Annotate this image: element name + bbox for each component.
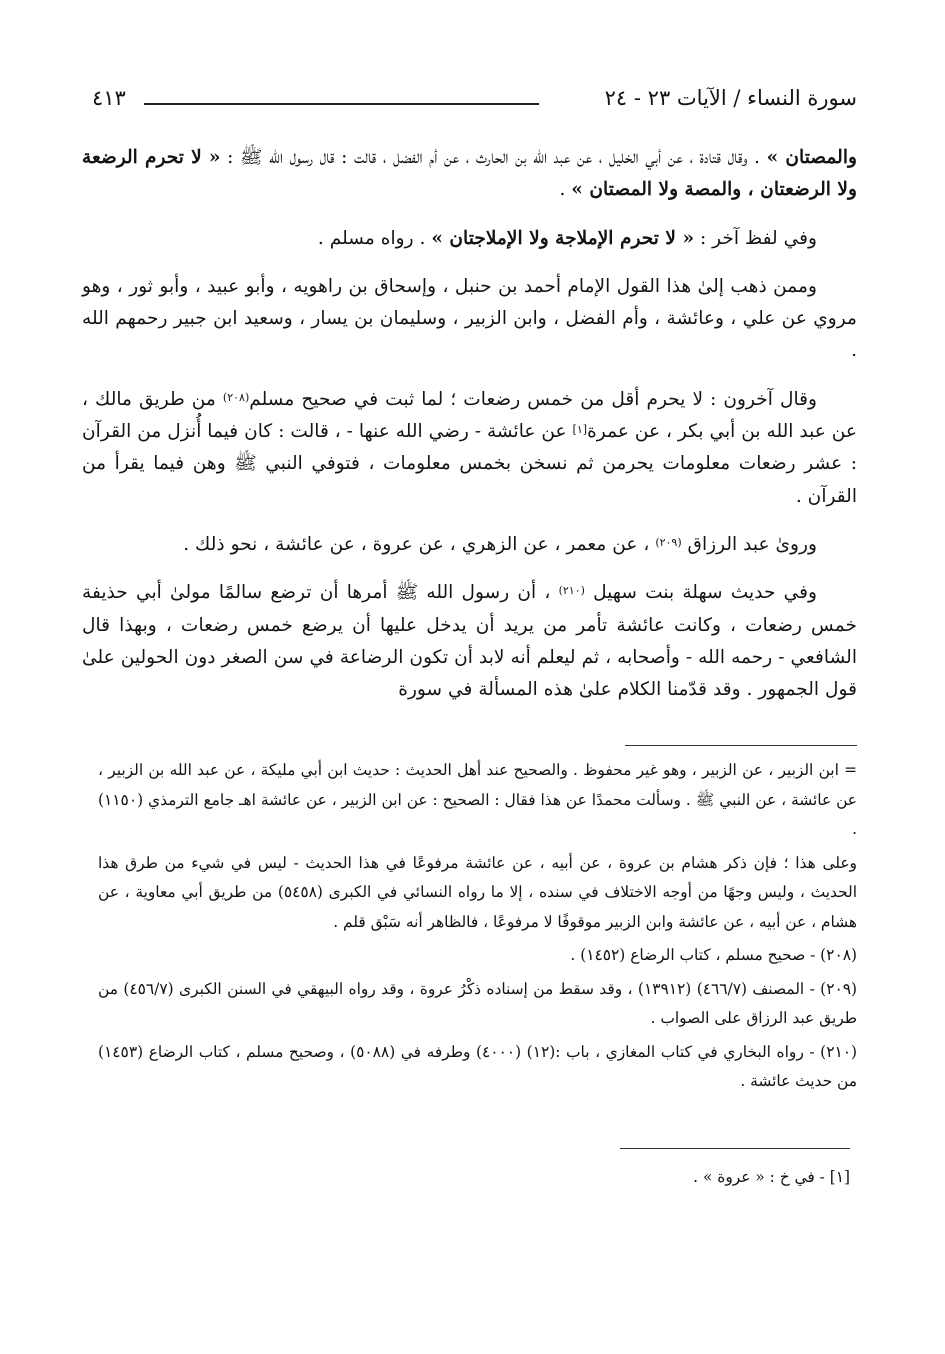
quote-fragment: والمصتان » [766,147,857,168]
editor-note-separator [620,1148,850,1149]
footnote-continued-2: وعلى هذا ؛ فإن ذكر هشام بن عروة ، عن أبيه ، عن عائشة مرفوعًا في هذا الحديث - ليس في شيء من طرق هذا الحديث ، وليس وجهًا من أوجه الاختلاف في سنده ، إلا ما رواه النسائي في الكبرى (٥٤٥٨) من طريق أبي معاوية ، عن هشام ، عن أبيه ، عن عائشة وابن الزبير موقوفًا لا مرفوعًا ، فالظاهر أنه سَبْق قلم . [98,853,857,931]
paragraph-1 [82,142,857,207]
footnote-210: (٢١٠) - رواه البخاري في كتاب المغازي ، باب :(١٢) (٤٠٠٠) وطرفه في (٥٠٨٨) ، وصحيح مسلم ، كتاب الرضاع (١٤٥٣) من حديث عائشة . [98,1042,858,1090]
footnote-ref: [١] [572,423,588,437]
footnote-separator [625,745,857,746]
paragraph-5 [82,529,857,561]
header-rule [144,103,539,105]
footnote-ref: (٢٠٩) [655,535,682,549]
footnotes [98,756,857,1101]
punctuation: . [559,179,572,201]
footnote-ref: (٢٠٨) [222,390,250,404]
paragraph-6 [82,577,857,706]
narration-text: وقال آخرون : لا يحرم أقل من خمس رضعات ؛ لما ثبت في صحيح مسلم [249,388,817,410]
footnote-continued: = ابن الزبير ، عن الزبير ، وهو غير محفوظ . والصحيح عند أهل الحديث : حديث ابن أبي مليكة ، عن عبد الله بن الزبير ، عن عائشة ، عن النبي ﷺ . وسألت محمدًا عن هذا فقال : الصحيح : عن ابن الزبير ، عن عائشة اهـ جامع الترمذي (١١٥٠) . [98,761,857,838]
page-header [92,86,857,126]
hadith-quote: « لا تحرم الإملاجة ولا الإملاجتان » [431,227,695,249]
paragraph-2 [82,223,857,255]
narration-text: وفي لفظ آخر : [694,227,817,249]
paragraph-3: وممن ذهب إلىٰ هذا القول الإمام أحمد بن حنبل ، وإسحاق بن راهويه ، وأبو عبيد ، وأبو ثور ، وهو مروي عن علي ، وعائشة ، وأم الفضل ، وابن الزبير ، وسليمان بن يسار ، وسعيد ابن جبير رحمهم الله . [82,275,857,362]
narration-text: . وقال قتادة ، عن أبي الخليل ، عن عبد الله بن الحارث ، عن أم الفضل ، قالت : قال رسول الله ﷺ : [220,147,767,168]
narration-text: عن عائشة - رضي الله عنها - ، قالت : كان فيما أُنزل من القرآن : عشر رضعات معلومات يحرمن ثم نسخن بخمس معلومات ، فتوفي النبي ﷺ وهن فيما يقرأ من القرآن . [82,421,857,507]
narration-text: وفي حديث سهلة بنت سهيل [584,582,818,604]
page-number: ٤١٣ [92,86,126,110]
footnote-ref: (٢١٠) [558,584,585,598]
narration-text: ، عن معمر ، عن الزهري ، عن عروة ، عن عائشة ، نحو ذلك . [183,533,656,555]
narration-text: من طريق مالك ، عن عبد الله بن أبي بكر ، عن عمرة [82,388,858,443]
paragraph-4 [82,384,857,513]
footnote-208: (٢٠٨) - صحيح مسلم ، كتاب الرضاع (١٤٥٢) . [570,946,857,964]
editor-note: [١] - في خ : « عروة » . [693,1168,850,1186]
hadith-quote: « لا تحرم الرضعة ولا الرضعتان ، والمصة ولا المصتان » [82,147,857,201]
running-title: سورة النساء / الآيات ٢٣ - ٢٤ [604,86,857,110]
main-text [82,142,857,722]
narration-text: . رواه مسلم . [317,227,432,249]
narration-text: وروىٰ عبد الرزاق [681,533,817,555]
footnote-209: (٢٠٩) - المصنف (٤٦٦/٧) (١٣٩١٢) ، وقد سقط من إسناده ذكْرُ عروة ، وقد رواه البيهقي في السنن الكبرى (٤٥٦/٧) من طريق عبد الرزاق على الصواب . [98,979,858,1027]
narration-text: ، أن رسول الله ﷺ أمرها أن ترضع سالمًا مولىٰ أبي حذيفة خمس رضعات ، وكانت عائشة تأمر من يريد أن يدخل عليها أن يرضع خمس رضعات ، وبهذا قال الشافعي - رحمه الله - وأصحابه ، ثم ليعلم أنه لابد أن تكون الرضاعة في سن الصغر دون الحولين علىٰ قول الجمهور . وقد قدّمنا الكلام علىٰ هذه المسألة في سورة [82,582,857,701]
